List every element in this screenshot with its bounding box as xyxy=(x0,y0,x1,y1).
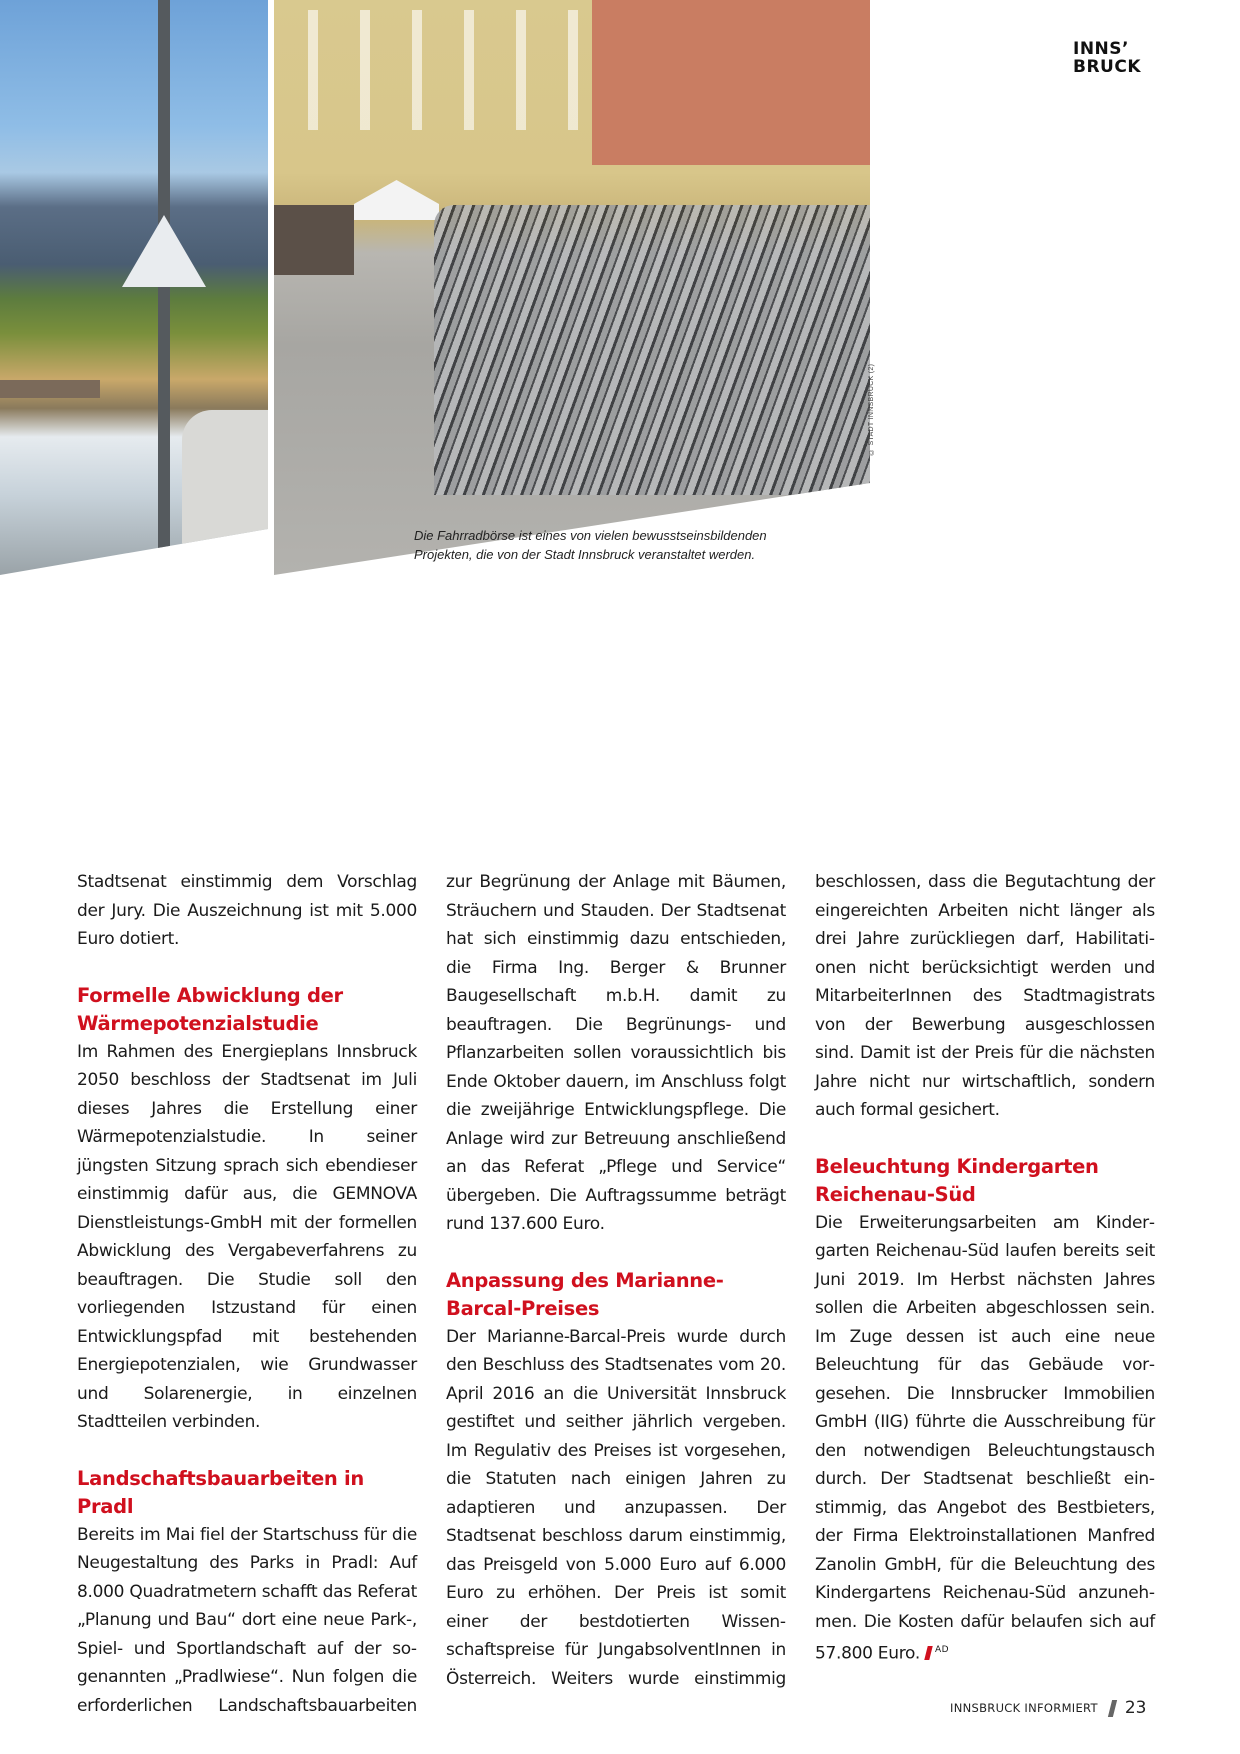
innsbruck-logo xyxy=(1073,40,1141,76)
slash-divider-icon xyxy=(1108,1700,1117,1717)
continuation-paragraph: beschlossen, dass die Begutachtung der eingereichten Arbeiten nicht länger als drei Jahre zurückliegen darf, Habilitationen nicht berücksichtigt werden und MitarbeiterInnen des Stadtmagistrats von der Bewerbung ausgeschlossen sind. Damit ist der Preis für die nächsten Jahre nicht nur wirtschaftlich, sondern auch formal gesichert. xyxy=(815,872,1155,1120)
article-end-mark-icon xyxy=(924,1646,932,1660)
text-column-3 xyxy=(815,868,1155,1668)
caption-line-1: Die Fahrradbörse ist eines von vielen bewusstseinsbildenden xyxy=(414,528,767,543)
photo-river-promenade xyxy=(0,0,268,575)
logo-line-2: BRUCK xyxy=(1073,57,1142,77)
photo-strip xyxy=(0,0,875,575)
author-initials: AD xyxy=(934,1645,950,1655)
section-body-text: Die Erweiterungsarbeiten am Kindergarten Reichenau-Süd laufen bereits seit Juni 2019. Im Herbst nächsten Jahres sollen die Arbeiten abgeschlossen sein. Im Zuge dessen ist auch eine neue Beleuchtung für das Gebäude vorgesehen. Die Innsbrucker Immobilien GmbH (IIG) führte die Ausschreibung für den notwendigen Beleuchtungstausch durch. Der Stadtsenat beschließt einstimmig, das Angebot des Bestbieters, der Firma Elektroinstallationen Manfred Zanolin GmbH, für die Beleuchtung des Kindergartens Reichenau-Süd anzunehmen. Die Kosten dafür belaufen sich auf 57.800 Euro. xyxy=(815,1212,1155,1664)
photo-bike-market xyxy=(274,0,870,575)
railing-shape xyxy=(182,410,268,580)
tent-shape xyxy=(354,180,439,220)
page-footer xyxy=(950,1698,1146,1718)
lamp-pole-shape xyxy=(158,0,170,575)
crowd-shape xyxy=(274,205,354,275)
section-body-landschaftsbau-pradl: Bereits im Mai fiel der Startschuss für die Neugestaltung des Parks in Pradl: Auf 8.000 Quadratmetern schafft das Referat „Planung und Bau“ dort eine neue Park-, Spiel- und Sportlandschaft auf der sogenannten „Pradlwiese“. Nun folgen die erforderlichen Landschaftsbauarbeiten xyxy=(77,1524,417,1716)
photo-caption xyxy=(414,526,814,564)
text-column-1 xyxy=(77,868,417,1720)
logo-line-1: INNS’ xyxy=(1073,39,1129,59)
section-heading-beleuchtung-kindergarten: Beleuchtung Kindergarten Reichenau-Süd xyxy=(815,1154,1099,1206)
traffic-sign-shape xyxy=(122,215,206,287)
continuation-paragraph: zur Begrünung der Anlage mit Bäumen, Sträuchern und Stauden. Der Stadtsenat hat sich einstimmig dazu entschieden, die Firma Ing. Berger & Brunner Baugesellschaft m.b.H. damit zu beauftragen. Die Begrünungs- und Pflanzarbeiten sollen voraussichtlich bis Ende Oktober dauern, im Anschluss folgt die zweijährige Entwicklungspflege. Die Anlage wird zur Betreuung anschließend an das Referat „Pflege und Service“ übergeben. Die Auftragssumme beträgt rund 137.600 Euro. xyxy=(446,872,786,1234)
section-heading-marianne-barcal-preis: Anpassung des Marianne-Barcal-Preises xyxy=(446,1268,724,1320)
bridge-shape xyxy=(0,380,100,398)
windows-shape xyxy=(284,10,584,130)
section-heading-waermepotenzialstudie: Formelle Abwicklung der Wärmepotenzialstudie xyxy=(77,983,343,1035)
section-heading-landschaftsbau-pradl: Landschaftsbauarbeiten in Pradl xyxy=(77,1466,364,1518)
intro-paragraph: Stadtsenat einstimmig dem Vorschlag der Jury. Die Auszeichnung ist mit 5.000 Euro dotiert. xyxy=(77,872,417,949)
publication-title: INNSBRUCK INFORMIERT xyxy=(950,1701,1098,1715)
text-column-2 xyxy=(446,868,786,1693)
section-body-waermepotenzialstudie: Im Rahmen des Energieplans Innsbruck 2050 beschloss der Stadtsenat im Juli dieses Jahres die Erstellung einer Wärmepotenzialstudie. In seiner jüngsten Sitzung sprach sich ebendieser einstimmig dafür aus, die GEMNOVA Dienstleistungs-GmbH mit der formellen Abwicklung des Vergabeverfahrens zu beauftragen. Die Studie soll den vorliegenden Istzustand für einen Entwicklungspfad mit bestehenden Energiepotenzialen, wie Grundwasser und Solarenergie, in einzelnen Stadtteilen verbinden. xyxy=(77,1041,417,1432)
section-body-marianne-barcal-preis: Der Marianne-Barcal-Preis wurde durch den Beschluss des Stadtsenates vom 20. April 2016 an die Universität Innsbruck gestiftet und seither jährlich vergeben. Im Regulativ des Preises ist vorgesehen, die Statuten nach einigen Jahren zu adaptieren und anzupassen. Der Stadtsenat beschloss darum einstimmig, das Preisgeld von 5.000 Euro auf 6.000 Euro zu erhöhen. Der Preis ist somit einer der bestdotierten Wissenschaftspreise für JungabsolventInnen in Österreich. Weiters wurde einstimmig xyxy=(446,1326,786,1689)
bicycles-shape xyxy=(434,205,870,495)
building-shape xyxy=(592,0,870,165)
photo-credit: © STADT INNSBRUCK (2) xyxy=(868,363,875,455)
caption-line-2: Projekten, die von der Stadt Innsbruck veranstaltet werden. xyxy=(414,547,756,562)
page-number: 23 xyxy=(1124,1698,1147,1718)
section-body-beleuchtung-kindergarten xyxy=(815,1209,1155,1669)
